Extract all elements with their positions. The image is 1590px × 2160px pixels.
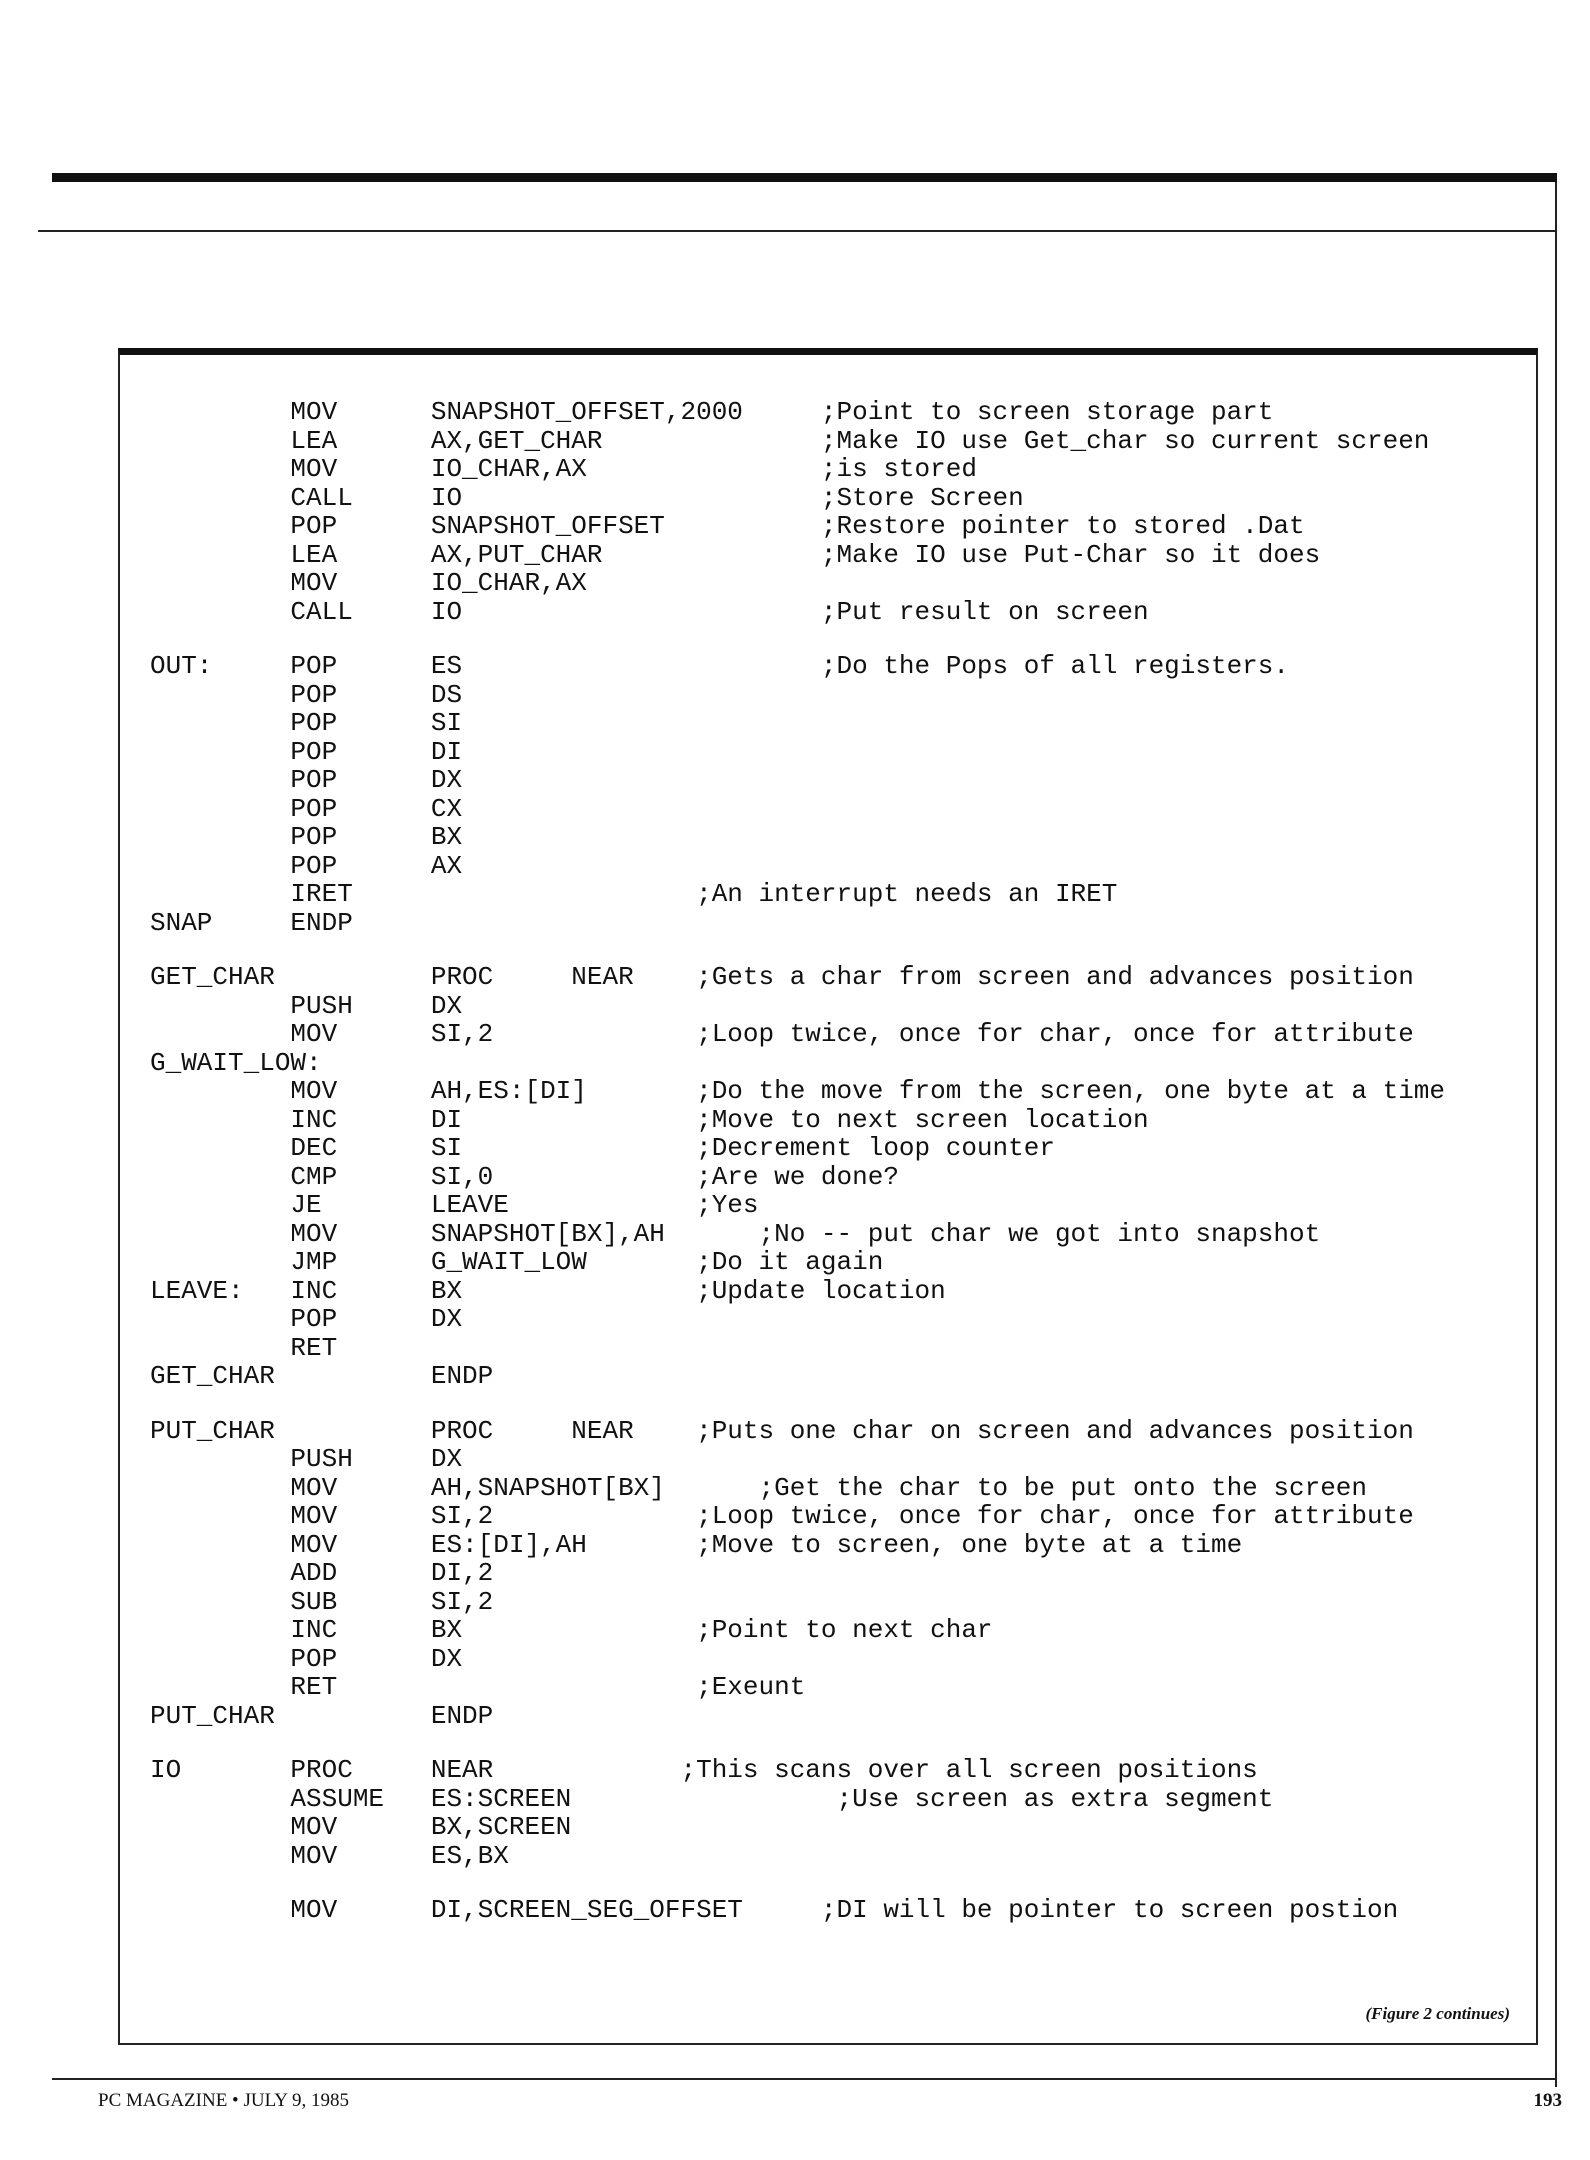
code-line	[150, 937, 1445, 963]
code-line: ADD DI,2	[150, 1558, 494, 1588]
code-line: SNAP ENDP	[150, 907, 353, 938]
header-rule-thin	[38, 230, 1557, 232]
code-line: INC DI ;Move to next screen location	[150, 1104, 1149, 1135]
code-line: MOV SI,2 ;Loop twice, once for char, once for attribute	[150, 1501, 1414, 1531]
code-line: LEA AX,PUT_CHAR ;Make IO use Put-Char so it does	[150, 539, 1321, 570]
code-line: DEC SI ;Decrement loop counter	[150, 1133, 1055, 1163]
code-line: POP CX	[150, 793, 463, 824]
code-line: MOV IO_CHAR,AX	[150, 568, 587, 598]
code-line: CALL IO ;Store Screen	[150, 482, 1024, 513]
code-line: GET_CHAR PROC NEAR ;Gets a char from screen and advances position	[150, 962, 1414, 992]
code-line	[150, 1391, 1445, 1417]
code-line: MOV SI,2 ;Loop twice, once for char, once for attribute	[150, 1019, 1414, 1049]
code-line: POP SNAPSHOT_OFFSET ;Restore pointer to stored .Dat	[150, 511, 1305, 541]
code-line: RET	[150, 1332, 338, 1363]
page-number: 193	[1533, 2090, 1562, 2111]
code-line: POP DX	[150, 765, 463, 795]
code-line: PUT_CHAR PROC NEAR ;Puts one char on screen and advances position	[150, 1415, 1414, 1446]
code-line: ASSUME ES:SCREEN ;Use screen as extra segment	[150, 1783, 1274, 1814]
code-line: PUSH DX	[150, 990, 463, 1021]
code-line: CMP SI,0 ;Are we done?	[150, 1161, 899, 1192]
code-line: POP DS	[150, 679, 463, 710]
code-listing	[150, 398, 1445, 1925]
code-line: POP DX	[150, 1643, 463, 1674]
code-line	[150, 1730, 1445, 1756]
code-line: POP DX	[150, 1304, 463, 1334]
code-line: MOV BX,SCREEN	[150, 1812, 572, 1842]
code-line: POP AX	[150, 850, 463, 881]
code-line: POP DI	[150, 736, 463, 767]
code-line: MOV SNAPSHOT_OFFSET,2000 ;Point to screen storage part	[150, 397, 1274, 427]
code-line: JE LEAVE ;Yes	[150, 1190, 759, 1220]
code-line: IO PROC NEAR ;This scans over all screen positions	[150, 1755, 1258, 1785]
code-line: PUT_CHAR ENDP	[150, 1700, 494, 1731]
code-line: MOV DI,SCREEN_SEG_OFFSET ;DI will be pointer to screen postion	[150, 1895, 1399, 1925]
figure-caption: (Figure 2 continues)	[1365, 2004, 1510, 2023]
code-line: SUB SI,2	[150, 1586, 494, 1617]
footer-rule	[52, 2078, 1557, 2080]
code-line	[150, 1870, 1445, 1896]
code-line: MOV AH,SNAPSHOT[BX] ;Get the char to be put onto the screen	[150, 1472, 1367, 1503]
code-line: GET_CHAR ENDP	[150, 1361, 494, 1391]
code-line: G_WAIT_LOW:	[150, 1047, 322, 1078]
code-line: PUSH DX	[150, 1444, 463, 1474]
footer-publication: PC MAGAZINE • JULY 9, 1985	[98, 2090, 350, 2111]
code-line: IRET ;An interrupt needs an IRET	[150, 879, 1118, 909]
header-rule-thick	[52, 173, 1557, 182]
right-margin-rule	[1555, 182, 1557, 2087]
code-line: INC BX ;Point to next char	[150, 1615, 993, 1645]
code-line	[150, 626, 1445, 652]
code-line: CALL IO ;Put result on screen	[150, 596, 1149, 627]
code-line: OUT: POP ES ;Do the Pops of all registers.	[150, 651, 1289, 681]
code-line: MOV IO_CHAR,AX ;is stored	[150, 454, 977, 484]
code-line: RET ;Exeunt	[150, 1672, 806, 1702]
code-line: LEA AX,GET_CHAR ;Make IO use Get_char so current screen	[150, 425, 1430, 456]
code-line: LEAVE: INC BX ;Update location	[150, 1275, 946, 1306]
code-line: MOV AH,ES:[DI] ;Do the move from the screen, one byte at a time	[150, 1076, 1446, 1106]
code-line: MOV ES:[DI],AH ;Move to screen, one byte at a time	[150, 1529, 1243, 1560]
code-line: MOV ES,BX	[150, 1840, 509, 1871]
code-line: MOV SNAPSHOT[BX],AH ;No -- put char we got into snapshot	[150, 1218, 1321, 1249]
code-line: POP BX	[150, 822, 463, 852]
code-line: POP SI	[150, 708, 463, 738]
code-line: JMP G_WAIT_LOW ;Do it again	[150, 1247, 884, 1277]
